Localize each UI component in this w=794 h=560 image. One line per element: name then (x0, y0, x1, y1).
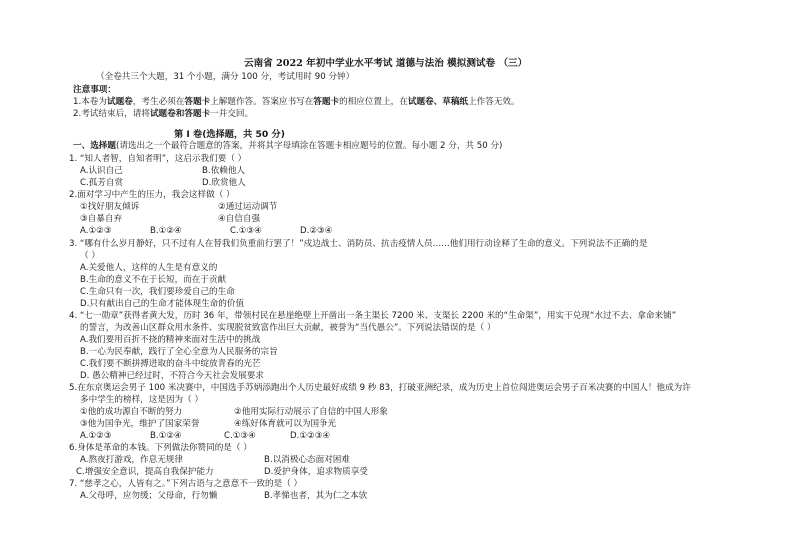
question-5-item-4: ④练好体育就可以为国争光 (234, 419, 337, 429)
question-4-stem-cont: 的誓言，为改善山区群众用水条件、实现脱贫致富作出巨大贡献，被誉为“当代愚公”。下列说法错误的是（ ） (80, 323, 496, 333)
question-6-stem: 6.身体是革命的本钱。下列做法你赞同的是（ ） (69, 443, 252, 453)
question-1-option-c: C.孤芳自赏 (80, 178, 124, 188)
question-6-option-a: A.熬夜打游戏，作息无规律 (80, 455, 183, 465)
note-1-bold: 试题卷、草稿纸 (407, 97, 469, 107)
question-3-option-c: C.生命只有一次，我们要珍爱自己的生命 (80, 287, 235, 297)
note-1-bold: 答题卡 (313, 97, 340, 107)
question-2-item-2: ②通过运动调节 (218, 202, 278, 212)
question-4-stem: 4. “七一勋章”获得者黄大发，历时 36 年，带领村民在悬崖绝壁上开凿出一条主渠长 7200 米、支渠长 2200 米的“生命渠”，用实干兑现“水过不去、拿命来铺” (69, 311, 677, 321)
note-2 (73, 109, 253, 120)
question-2-stem: 2.面对学习中产生的压力，我会这样做（ ） (69, 190, 235, 200)
question-5-stem: 5.在东京奥运会男子 100 米决赛中，中国选手苏炳添跑出个人历史最好成绩 9 秒 83，打破亚洲纪录，成为历史上首位闯进奥运会男子百米决赛的中国人！他成为许 (69, 383, 691, 393)
section-1-text: (请选出之一个最符合题意的答案，并将其字母填涂在答题卡相应题号的位置。每小题 2 分，共 50 分) (115, 141, 503, 151)
question-3-option-a: A.关爱他人，这样的人生是有意义的 (80, 263, 218, 273)
question-6-option-c: C.增强安全意识，提高自我保护能力 (76, 467, 214, 477)
question-2-option-b: B.①②④ (150, 226, 182, 236)
question-2-item-3: ③自暴自弃 (80, 214, 123, 224)
question-5-stem-cont: 多中学生的榜样，这是因为（ ） (80, 395, 204, 405)
question-3-option-d: D.只有献出自己的生命才能体现生命的价值 (80, 299, 245, 309)
question-5-option-d: D.①②③④ (290, 431, 331, 441)
exam-subtitle: （全卷共三个大题，31 个小题，满分 100 分，考试用时 90 分钟） (96, 72, 355, 82)
question-7-option-a: A.父母呼，应勿缓；父母命，行勿懒 (80, 491, 218, 501)
question-4-option-d: D. 愚公精神已经过时，不符合今天社会发展要求 (80, 371, 264, 381)
question-5-item-1: ①他的成功源自不断的努力 (80, 407, 183, 417)
question-5-option-a: A.①②③ (80, 431, 112, 441)
question-2-option-c: C.①③④ (230, 226, 262, 236)
notes-header: 注意事项： (73, 85, 116, 95)
question-7-stem: 7. “慈孝之心，人皆有之。”下列古语与之意意不一致的是（ ） (69, 479, 303, 489)
question-2-item-1: ①找好朋友倾诉 (80, 202, 140, 212)
question-2-option-d: D.②③④ (300, 226, 333, 236)
note-1-text: 上作答无效。 (468, 97, 520, 107)
section-1-label: 一、选择题 (73, 141, 116, 151)
question-6-option-b: B.以消极心态面对困难 (264, 455, 350, 465)
question-7-option-b: B.孝悌也者，其为仁之本欤 (264, 491, 368, 501)
question-5-option-b: B.①②④ (150, 431, 182, 441)
question-2-option-a: A.①②③ (80, 226, 112, 236)
question-1-option-a: A.认识自己 (80, 166, 123, 176)
question-1-option-b: B.依赖他人 (202, 166, 246, 176)
question-6-option-d: D.爱护身体，追求物质享受 (264, 467, 368, 477)
note-2-bold: 试题卷和答题卡 (149, 109, 211, 119)
question-5-option-c: C.①③④ (224, 431, 256, 441)
note-1-text: 1.本卷为 (73, 97, 107, 107)
question-2-item-4: ④自信自强 (218, 214, 261, 224)
question-5-item-2: ②他用实际行动展示了自信的中国人形象 (234, 407, 388, 417)
question-3-stem: 3. “哪有什么岁月静好，只不过有人在替我们负重前行罢了！”戍边战士、消防员、抗击疫情人员……他们用行动诠释了生命的意义。下列说法不正确的是 (69, 239, 648, 249)
note-2-text: 2.考试结束后，请将 (73, 109, 150, 119)
note-1-bold: 答题卡 (184, 97, 211, 107)
question-4-option-a: A.我们要用百折不挠的精神来面对生活中的挑战 (80, 335, 261, 345)
note-1-text: ，考生必须在 (132, 97, 185, 107)
question-3-option-b: B.生命的意义不在于长短，而在于贡献 (80, 275, 227, 285)
question-1-stem: 1. “知人者智，自知者明”，这启示我们要（ ） (69, 154, 247, 164)
section-1-instructions (73, 141, 502, 152)
note-1 (73, 97, 520, 108)
note-1-text: 上解题作答。答案应书写在 (210, 97, 314, 107)
question-4-option-c: C.我们要不断拼搏进取的奋斗中绽放青春的光芒 (80, 359, 261, 369)
part-1-header: 第 I 卷(选择题，共 50 分) (174, 129, 285, 140)
question-4-option-b: B.一心为民奉献，践行了全心全意为人民服务的宗旨 (80, 347, 278, 357)
question-1-option-d: D.欣赏他人 (202, 178, 246, 188)
question-3-paren: （ ） (80, 251, 100, 261)
note-1-bold: 试题卷 (106, 97, 133, 107)
exam-title: 云南省 2022 年初中学业水平考试 道德与法治 模拟测试卷 （三） (244, 58, 528, 69)
question-5-item-3: ③他为国争光，维护了国家荣誉 (80, 419, 200, 429)
note-1-text: 的相应位置上，在 (339, 97, 408, 107)
note-2-text: 一并交回。 (210, 109, 254, 119)
